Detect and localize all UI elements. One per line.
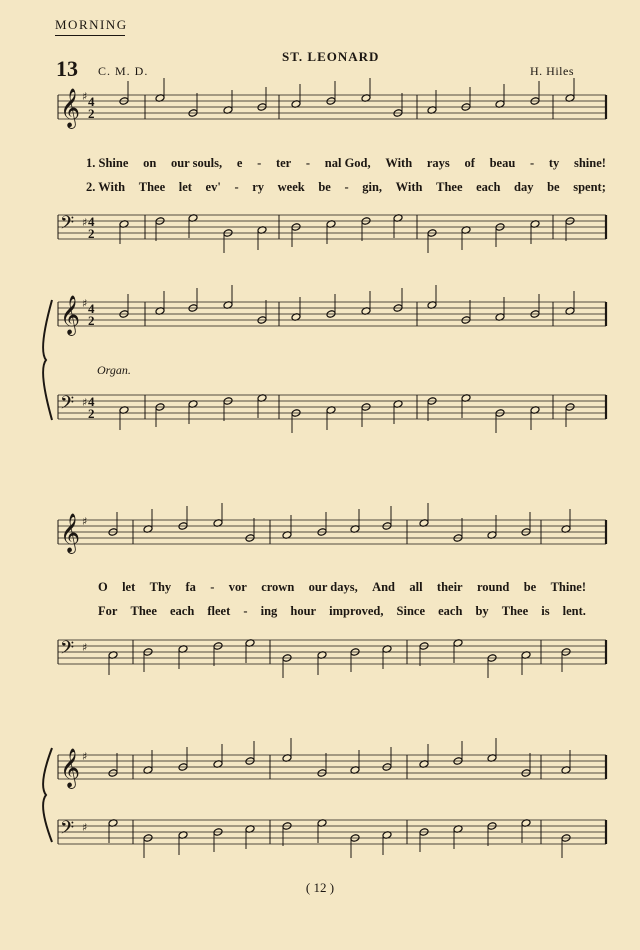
time-signature-top: 4	[88, 94, 95, 109]
lyric-syllable: is	[541, 604, 550, 618]
lyric-syllable: crown	[261, 580, 295, 594]
lyric-syllable: e	[236, 156, 243, 170]
lyric-syllable: -	[305, 156, 311, 170]
lyric-syllable: 1. Shine	[86, 156, 129, 170]
time-signature-top: 4	[88, 301, 95, 316]
lyric-syllable: gin,	[362, 180, 383, 194]
lyric-syllable: ing	[260, 604, 278, 618]
lyric-syllable: each	[476, 180, 501, 194]
lyric-syllable: Thee	[436, 180, 463, 194]
lyric-syllable: 2. With	[86, 180, 126, 194]
lyric-line-s1-v2	[86, 180, 606, 195]
key-signature-sharp: ♯	[82, 297, 88, 310]
lyric-syllable: be	[318, 180, 331, 194]
lyric-syllable: each	[438, 604, 463, 618]
lyric-syllable: each	[169, 604, 195, 618]
meter: C. M. D.	[98, 64, 149, 78]
key-signature-sharp: ♯	[82, 216, 88, 229]
lyric-syllable: -	[529, 156, 535, 170]
lyric-syllable: shine!	[573, 156, 606, 170]
lyric-line-s1-v1	[86, 156, 606, 171]
lyric-syllable: -	[210, 580, 215, 594]
hymn-number: 13	[56, 56, 78, 81]
lyric-syllable: day	[514, 180, 534, 194]
key-signature-sharp: ♯	[82, 396, 88, 409]
lyric-syllable: Thee	[501, 604, 529, 618]
lyric-syllable: With	[385, 156, 413, 170]
lyric-syllable: beau	[489, 156, 516, 170]
treble-clef: 𝄞	[60, 88, 81, 128]
lyric-syllable: And	[372, 580, 396, 594]
key-signature-sharp: ♯	[82, 90, 88, 103]
time-signature-bottom: 2	[88, 226, 95, 241]
treble-clef: 𝄞	[60, 295, 81, 335]
treble-clef: 𝄞	[60, 748, 81, 788]
lyric-syllable: -	[243, 604, 248, 618]
lyric-syllable: Thee	[138, 180, 166, 194]
lyric-syllable: improved,	[329, 604, 384, 618]
time-signature-top: 4	[88, 214, 95, 229]
lyric-syllable: -	[344, 180, 349, 194]
bass-clef: 𝄢	[60, 818, 75, 843]
running-title: MORNING	[55, 17, 128, 32]
lyric-syllable: Thee	[130, 604, 157, 618]
lyric-syllable: ry	[252, 180, 265, 194]
key-signature-sharp: ♯	[82, 750, 88, 763]
grand-staff-brace	[43, 300, 52, 420]
key-signature-sharp: ♯	[82, 821, 88, 834]
composer: H. Hiles	[530, 64, 574, 78]
lyric-syllable: round	[476, 580, 510, 594]
treble-clef: 𝄞	[60, 513, 81, 553]
lyric-syllable: week	[277, 180, 305, 194]
lyric-syllable: -	[257, 156, 262, 170]
lyric-syllable: our souls,	[170, 156, 223, 170]
page-number: ( 12 )	[305, 880, 335, 895]
lyric-syllable: on	[143, 156, 157, 170]
lyric-syllable: rays	[426, 156, 450, 170]
lyric-syllable: ty	[548, 156, 560, 170]
lyric-syllable: Thine!	[550, 580, 586, 594]
lyric-syllable: be	[523, 580, 537, 594]
time-signature-bottom: 2	[88, 406, 95, 421]
lyric-syllable: fleet	[207, 604, 231, 618]
lyric-syllable: of	[464, 156, 475, 170]
lyric-syllable: our days,	[308, 580, 358, 594]
time-signature-bottom: 2	[88, 106, 95, 121]
lyric-syllable: let	[122, 580, 136, 594]
lyric-syllable: be	[547, 180, 560, 194]
lyric-syllable: vor	[228, 580, 247, 594]
lyric-line-s2-v2	[98, 604, 586, 619]
time-signature-top: 4	[88, 394, 95, 409]
key-signature-sharp: ♯	[82, 515, 88, 528]
lyric-syllable: all	[409, 580, 423, 594]
lyric-syllable: hour	[290, 604, 317, 618]
lyric-line-s2-v1	[98, 580, 586, 595]
bass-clef: 𝄢	[60, 213, 75, 238]
lyric-syllable: Thy	[149, 580, 172, 594]
lyric-syllable: their	[436, 580, 463, 594]
lyric-syllable: fa	[185, 580, 196, 594]
lyric-syllable: let	[178, 180, 192, 194]
lyric-syllable: Since	[396, 604, 426, 618]
lyric-syllable: -	[234, 180, 239, 194]
tune-name: ST. LEONARD	[282, 49, 380, 64]
organ-label: Organ.	[97, 363, 131, 377]
lyric-syllable: ev'	[205, 180, 221, 194]
bass-clef: 𝄢	[60, 638, 75, 663]
lyric-syllable: lent.	[562, 604, 586, 618]
lyric-syllable: ter	[275, 156, 292, 170]
time-signature-bottom: 2	[88, 313, 95, 328]
lyric-syllable: With	[395, 180, 423, 194]
key-signature-sharp: ♯	[82, 641, 88, 654]
lyric-syllable: O	[98, 580, 108, 594]
lyric-syllable: For	[98, 604, 118, 618]
lyric-syllable: spent;	[573, 180, 606, 194]
grand-staff-brace	[43, 748, 52, 842]
lyric-syllable: by	[475, 604, 489, 618]
lyric-syllable: nal God,	[324, 156, 371, 170]
bass-clef: 𝄢	[60, 393, 75, 418]
